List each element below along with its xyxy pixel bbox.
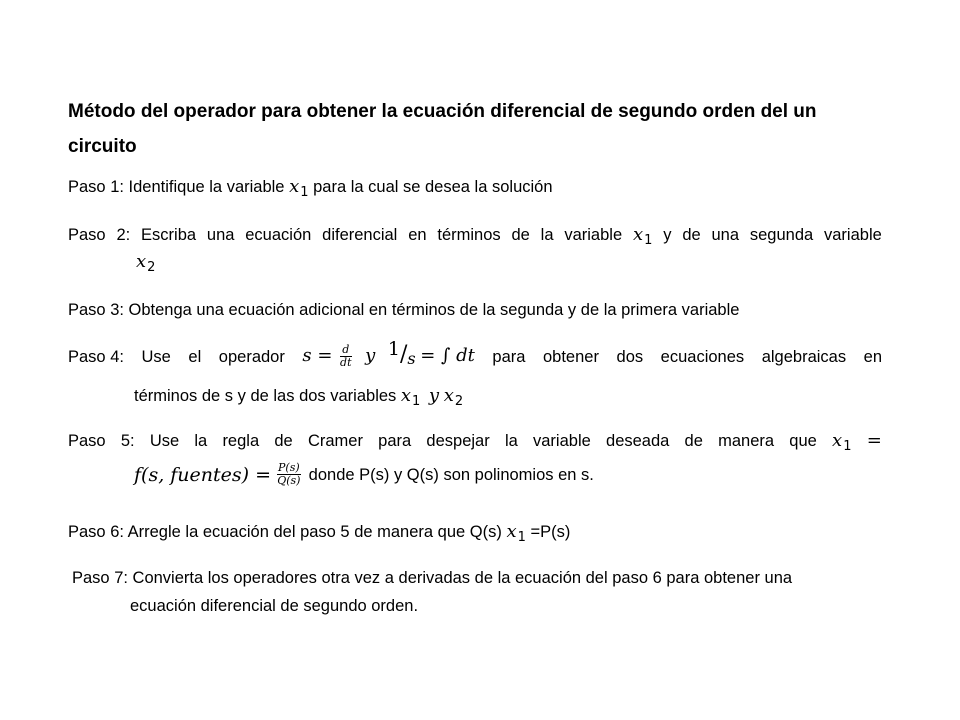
step-4-line-2: términos de s y de las dos variables $x_1$ y $x_2$ — [134, 385, 464, 409]
step-4-x1: $x_1$ — [400, 385, 421, 409]
step-1-var: $x_1$ — [289, 176, 309, 200]
step-5 — [68, 431, 882, 453]
step-3: Paso 3: Obtenga una ecuación adicional en términos de la segunda y de la primera variable — [68, 301, 740, 319]
step-5-line-2: f(s, fuentes) = $\frac{P(s)}{Q(s)}$ donde P(s) y Q(s) son polinomios en s. — [134, 461, 594, 487]
step-5-line-1: Paso 5: Use la regla de Cramer para despejar la variable deseada de manera que $x_1$ = — [68, 430, 882, 454]
step-2-var-2: $x_2$ — [136, 251, 156, 275]
page-title: Método del operador para obtener la ecuación diferencial de segundo orden del un circuito — [68, 101, 817, 157]
step-6: Paso 6: Arregle la ecuación del paso 5 de manera que Q(s) $x_1 =P(s)$ — [68, 521, 571, 545]
step-7-line-2: ecuación diferencial de segundo orden. — [130, 597, 419, 615]
step-1-suffix: para la cual se desea la solución — [313, 178, 553, 196]
operator-formula: s = $\frac{d}{dt}$ y 1/s = ∫ dt — [302, 337, 475, 369]
step-2-var: $x_1$ — [632, 224, 653, 248]
step-4 — [68, 337, 882, 369]
step-6-var: $x_1$ — [506, 521, 526, 545]
step-2-line-1: Paso 2: Escriba una ecuación diferencial en términos de la variable $x_1$ y de una segunda variable — [68, 224, 882, 248]
p-q-fraction: $\frac{P(s)}{Q(s)}$ — [277, 461, 301, 487]
step-7: Paso 7: Convierta los operadores otra vez a derivadas de la ecuación del paso 6 para obtener una — [72, 569, 793, 587]
d-dt-fraction: $\frac{d}{dt}$ — [340, 343, 352, 369]
step-1-prefix: Paso 1: Identifique la variable — [68, 178, 285, 196]
step-2-line-2 — [136, 252, 155, 274]
step-1 — [68, 177, 553, 199]
step-5-var: $x_1$ — [832, 430, 852, 454]
step-2 — [68, 225, 882, 247]
step-4-x2: $x_2$ — [443, 385, 464, 409]
step-4-line-1: Paso 4: Use el operador s = $\frac{d}{dt}$ y 1/s = ∫ dt para obtener dos ecuaciones algebraicas en — [68, 337, 882, 369]
